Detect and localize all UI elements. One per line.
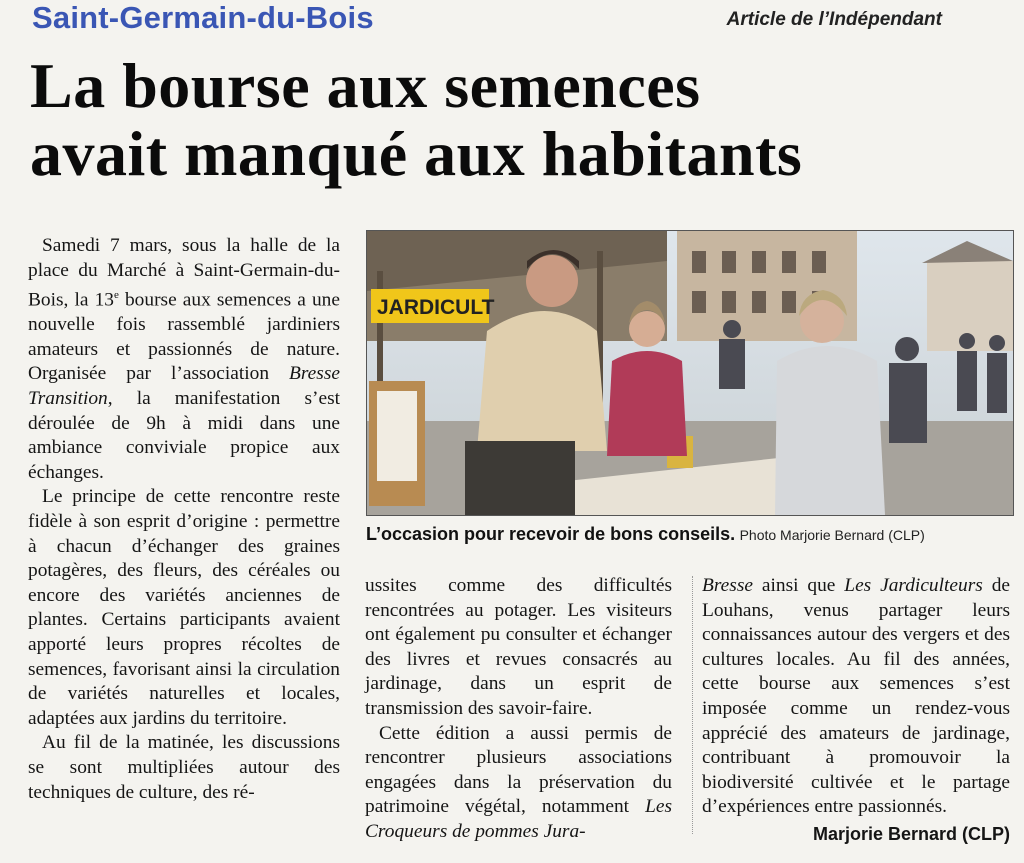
paragraph-4: Cette édition a aussi permis de rencontrer plusieurs associations engagées dans la préservation du patrimoine végétal, notamment Les Croqueurs de pommes Jura-: [365, 722, 672, 842]
author-signature: Marjorie Bernard (CLP): [812, 823, 1010, 844]
org-jardiculteurs: Les Jardiculteurs: [844, 575, 983, 596]
paragraph-3-continued: ussites comme des difficultés rencontrées au potager. Les visiteurs ont également pu consulter et échanger des livres et revues consacrés au jardinage, dans un esprit de transmission des savoir-faire.: [365, 575, 672, 719]
paragraph-1: Samedi 7 mars, sous la halle de la place du Marché à Saint-Germain-du-Bois, la 13e bourse aux semences a une nouvelle fois rassemblé jardiniers amateurs et passionnés de nature. Organisée par l’association Bresse Transition, la manifestation s’est déroulée de 9h à midi dans une ambiance conviviale propice aux échanges.: [28, 235, 340, 483]
jardiculteurs-banner: [371, 289, 495, 323]
locality-heading: Saint-Germain-du-Bois: [32, 0, 374, 35]
paragraph-2: Le principe de cette rencontre reste fidèle à son esprit d’origine : permettre à chacun d’échanger des graines potagères, des fleurs, des céréales ou encore des variétés anciennes de plantes. Certains participants avaient apporté leurs propres récoltes de semences, favorisant ainsi la circulation de variétés naturelles et locales, adaptées aux jardins du territoire.: [28, 486, 340, 729]
column-1: [28, 234, 340, 805]
source-label: Article de l’Indépendant: [726, 9, 942, 30]
org-croqueurs: Les Croqueurs de pommes Jura-: [365, 796, 672, 842]
headline-line-2: avait manqué aux habitants: [30, 118, 803, 189]
paragraph-4-continued: Bresse ainsi que Les Jardiculteurs de Louhans, venus partager leurs connaissances autour des vergers et des cultures locales. Au fil des années, cette bourse aux semences s’est imposée comme un rendez-vous apprécié des amateurs de jardinage, contribuant à promouvoir la biodiversité cultivée et le partage d’expériences entre passionnés.: [702, 575, 1010, 818]
column-2: [365, 574, 672, 845]
photo-illustration: [367, 231, 1013, 515]
photo-credit: Photo Marjorie Bernard (CLP): [739, 527, 925, 543]
caption-text: L’occasion pour recevoir de bons conseils.: [366, 524, 736, 544]
banner-text: JARDICULT: [377, 296, 495, 319]
org-bresse-transition: Bresse Transition: [28, 363, 340, 410]
column-separator: [692, 576, 693, 834]
column-3: [702, 574, 1010, 847]
article-photo: [366, 230, 1014, 516]
headline: [30, 52, 1020, 188]
paragraph-3: Au fil de la matinée, les discussions se sont multipliées autour des techniques de culture, des ré-: [28, 732, 340, 803]
photo-caption: [366, 524, 1016, 545]
headline-line-1: La bourse aux semences: [30, 50, 701, 121]
